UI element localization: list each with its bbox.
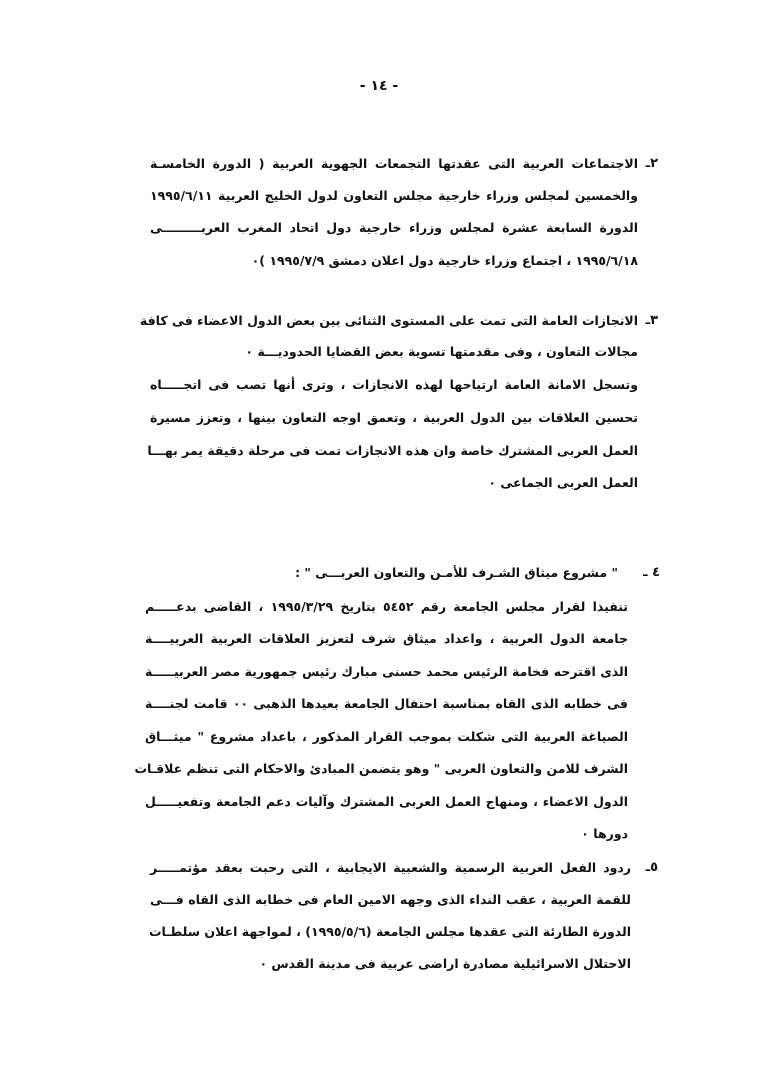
text-line: الدول الاعضاء ، ومنهاج العمل العربى المشترك وآليات دعم الجامعة وتفعيـــــل bbox=[145, 794, 628, 809]
text-line: دورها ٠ bbox=[581, 826, 628, 841]
text-line: جامعة الدول العربية ، واعداد ميثاق شرف لتعزيز العلاقات العربية العربيــــة bbox=[145, 631, 628, 646]
page-number: - ١٤ - bbox=[359, 78, 399, 94]
text-line: الاحتلال الاسرائيلية مصادرة اراضى عربية فى مدينة القدس ٠ bbox=[259, 956, 631, 971]
text-line: الذى اقترحه فخامة الرئيس محمد حسنى مبارك رئيس جمهورية مصر العربيـــــة bbox=[145, 664, 628, 679]
item-number: ٥ـ bbox=[645, 860, 658, 875]
text-line: الصياغة العربية التى شكلت بموجب القرار المذكور ، باعداد مشروع " ميثـــاق bbox=[145, 729, 628, 744]
text-line: للقمة العربية ، عقب النداء الذى وجهه الامين العام فى خطابه الذى القاه فـــى bbox=[150, 892, 631, 907]
text-line: فى خطابه الذى القاه بمناسبة احتفال الجامعة بعيدها الذهبى ٠٠ قامت لجنــــة bbox=[145, 696, 628, 711]
text-line: الاجتماعات العربية التى عقدتها التجمعات الجهوية العربية ( الدورة الخامسـة bbox=[150, 156, 638, 171]
text-line: والخمسين لمجلس وزراء خارجية مجلس التعاون لدول الخليج العربية ١٩٩٥/٦/١١ bbox=[150, 188, 638, 203]
paragraph-line: وتسجل الامانة العامة ارتياحها لهذه الانجازات ، وترى أنها تصب فى اتجـــــاه bbox=[150, 377, 638, 392]
paragraph-line: العمل العربى الجماعى ٠ bbox=[488, 475, 638, 490]
item-number: ٣ـ bbox=[645, 313, 658, 328]
text-line: الشرف للامن والتعاون العربى " وهو يتضمن المبادئ والاحكام التى تنظم علاقـات bbox=[134, 761, 628, 776]
text-line: ١٩٩٥/٦/١٨ ، اجتماع وزراء خارجية دول اعلان دمشق ١٩٩٥/٧/٩ )٠ bbox=[251, 253, 638, 268]
text-line: الدورة السابعة عشرة لمجلس وزراء خارجية دول اتحاد المغرب العربـــــــــى bbox=[150, 220, 638, 235]
paragraph-line: تحسين العلاقات بين الدول العربية ، وتعمق اوجه التعاون بينها ، وتعزز مسيرة bbox=[150, 410, 638, 425]
text-line: الانجازات العامة التى تمت على المستوى الثنائى بين بعض الدول الاعضاء فى كافة bbox=[139, 313, 638, 328]
paragraph-line: العمل العربى المشترك خاصة وان هذه الانجازات تمت فى مرحلة دقيقة يمر بهـــا bbox=[147, 443, 638, 458]
text-line: ردود الفعل العربية الرسمية والشعبية الايجابية ، التى رحبت بعقد مؤتمـــــر bbox=[150, 860, 631, 875]
section-heading: " مشروع ميثاق الشـرف للأمـن والتعاون العربـــى " : bbox=[295, 565, 618, 580]
item-number: ٤ ـ bbox=[643, 565, 660, 580]
text-line: تنفيذا لقرار مجلس الجامعة رقم ٥٤٥٢ بتاريخ ١٩٩٥/٣/٢٩ ، القاضى بدعـــــم bbox=[145, 599, 628, 614]
text-line: الدورة الطارئة التى عقدها مجلس الجامعة (١٩٩٥/٥/٦) ، لمواجهة اعلان سلطـات bbox=[148, 924, 631, 939]
item-number: ٢ـ bbox=[645, 156, 658, 171]
text-line: مجالات التعاون ، وفى مقدمتها تسوية بعض القضايا الحدوديـــة ٠ bbox=[245, 344, 638, 359]
